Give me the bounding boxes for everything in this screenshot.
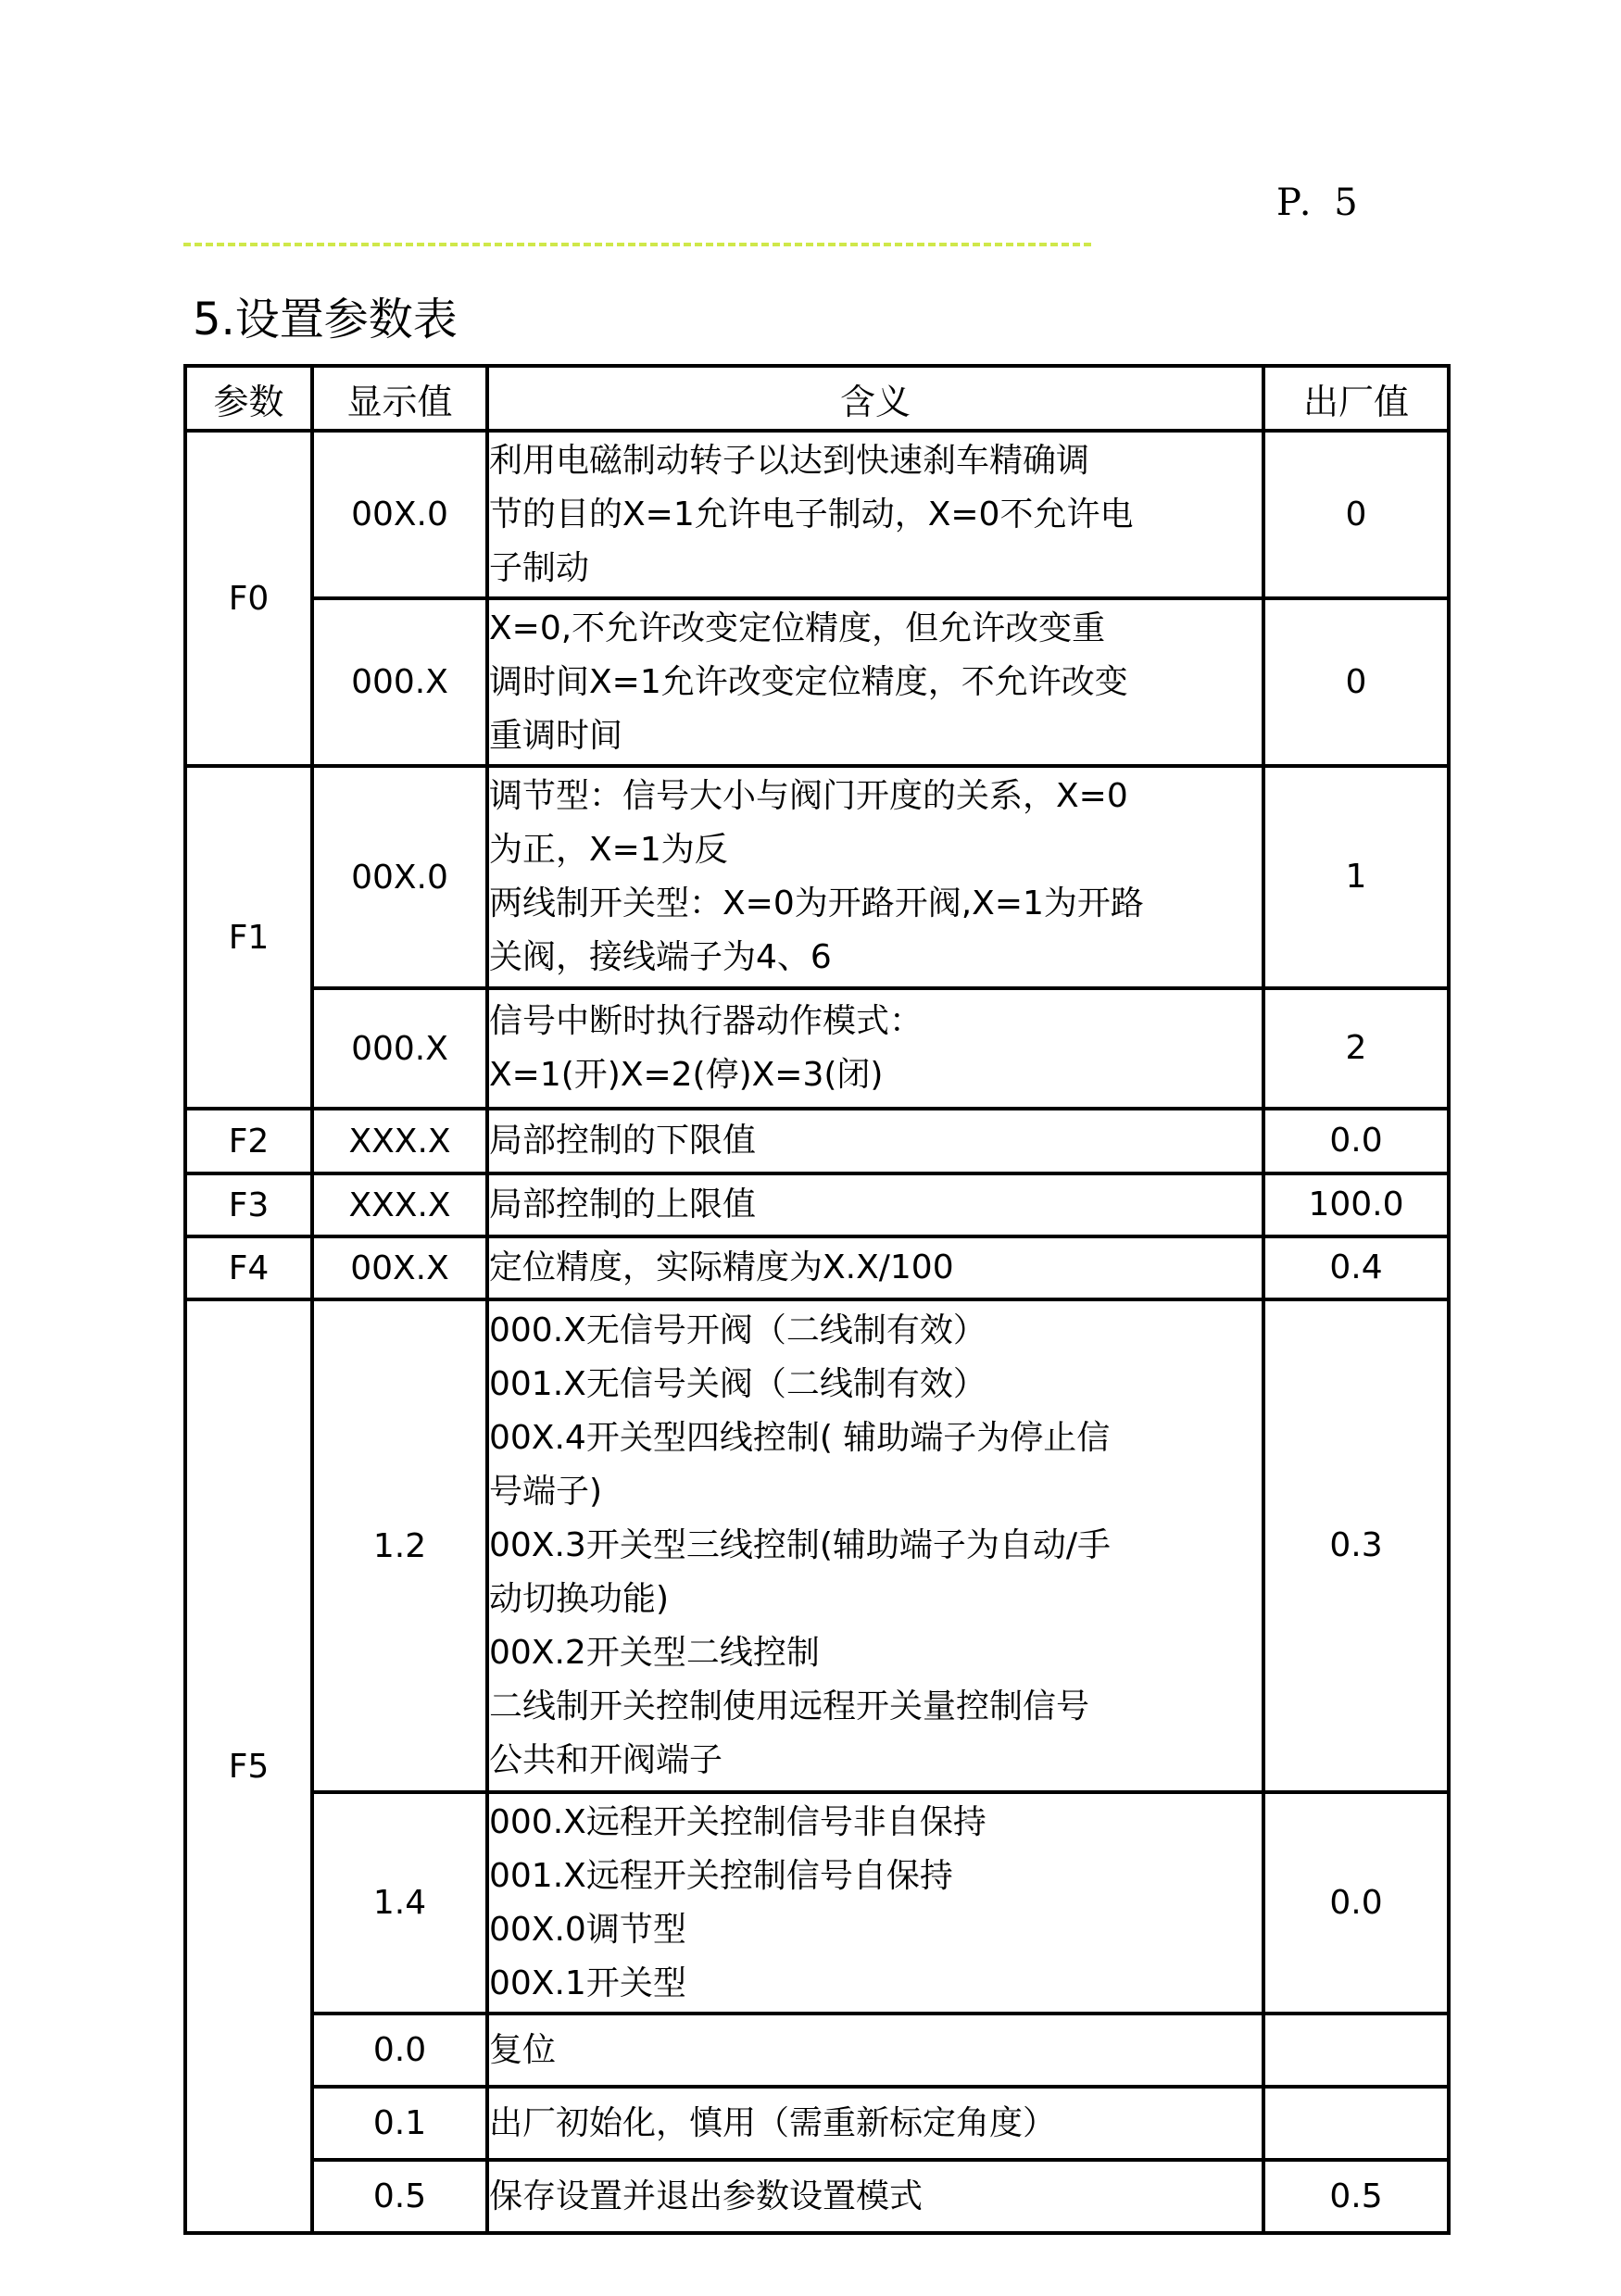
page-number: P. 5 xyxy=(1276,182,1363,224)
meaning-cell: 局部控制的下限值 xyxy=(487,1109,1263,1173)
meaning-line: X=1(开)X=2(停)X=3(闭) xyxy=(489,1056,884,1094)
dashed-divider xyxy=(183,243,1091,246)
table-row xyxy=(185,1299,1449,1792)
meaning-cell: 复位 xyxy=(487,2014,1263,2087)
param-code: F0 xyxy=(185,431,312,766)
meaning-line: 00X.2开关型二线控制 xyxy=(489,1634,820,1672)
meaning-line: 00X.0调节型 xyxy=(489,1910,686,1949)
table-row xyxy=(185,1792,1449,2014)
default-value: 1 xyxy=(1263,766,1449,988)
param-code: F3 xyxy=(185,1173,312,1236)
default-value: 0 xyxy=(1263,431,1449,598)
meaning-line: 001.X远程开关控制信号自保持 xyxy=(489,1856,953,1895)
display-value: 00X.0 xyxy=(312,766,487,988)
meaning-cell: 保存设置并退出参数设置模式 xyxy=(487,2160,1263,2233)
default-value: 0.0 xyxy=(1263,1109,1449,1173)
meaning-line: 关阀，接线端子为4、6 xyxy=(489,938,832,976)
section-title: 5.设置参数表 xyxy=(193,294,458,345)
table-row xyxy=(185,2087,1449,2160)
default-value xyxy=(1263,2014,1449,2087)
table-row xyxy=(185,1173,1449,1236)
meaning-line: 号端子) xyxy=(489,1473,603,1511)
meaning-line: 公共和开阀端子 xyxy=(489,1741,723,1779)
default-value: 0.5 xyxy=(1263,2160,1449,2233)
table-row xyxy=(185,2160,1449,2233)
meaning-cell xyxy=(487,988,1263,1109)
default-value: 2 xyxy=(1263,988,1449,1109)
table-row xyxy=(185,766,1449,988)
meaning-line: 为正，X=1为反 xyxy=(489,831,728,869)
meaning-line: 信号中断时执行器动作模式： xyxy=(489,1002,924,1040)
display-value: 00X.0 xyxy=(312,431,487,598)
param-code: F2 xyxy=(185,1109,312,1173)
table-row xyxy=(185,431,1449,598)
default-value: 0.0 xyxy=(1263,1792,1449,2014)
param-code: F1 xyxy=(185,766,312,1109)
meaning-line: 调节型：信号大小与阀门开度的关系，X=0 xyxy=(489,777,1128,815)
table-row xyxy=(185,598,1449,766)
header-default: 出厂值 xyxy=(1263,366,1449,431)
param-code: F5 xyxy=(185,1299,312,2233)
display-value: 0.1 xyxy=(312,2087,487,2160)
meaning-cell xyxy=(487,431,1263,598)
meaning-line: 重调时间 xyxy=(489,716,623,755)
meaning-cell: 定位精度，实际精度为X.X/100 xyxy=(487,1236,1263,1299)
default-value: 100.0 xyxy=(1263,1173,1449,1236)
meaning-line: X=0,不允许改变定位精度，但允许改变重 xyxy=(489,609,1106,647)
meaning-cell xyxy=(487,1792,1263,2014)
meaning-line: 两线制开关型：X=0为开路开阀,X=1为开路 xyxy=(489,885,1144,922)
display-value: 00X.X xyxy=(312,1236,487,1299)
default-value: 0.4 xyxy=(1263,1236,1449,1299)
meaning-line: 000.X无信号开阀（二线制有效） xyxy=(489,1311,986,1349)
table-row xyxy=(185,1236,1449,1299)
display-value: 0.0 xyxy=(312,2014,487,2087)
header-meaning: 含义 xyxy=(487,366,1263,431)
display-value: 000.X xyxy=(312,988,487,1109)
meaning-line: 子制动 xyxy=(489,548,590,587)
meaning-line: 00X.1开关型 xyxy=(489,1964,686,2002)
meaning-cell: 局部控制的上限值 xyxy=(487,1173,1263,1236)
display-value: 000.X xyxy=(312,598,487,766)
parameter-table xyxy=(183,364,1451,2235)
display-value: 1.4 xyxy=(312,1792,487,2014)
meaning-line: 利用电磁制动转子以达到快速刹车精确调 xyxy=(489,441,1090,480)
default-value: 0 xyxy=(1263,598,1449,766)
default-value: 0.3 xyxy=(1263,1299,1449,1792)
default-value xyxy=(1263,2087,1449,2160)
param-code: F4 xyxy=(185,1236,312,1299)
meaning-line: 动切换功能) xyxy=(489,1580,670,1618)
meaning-line: 001.X无信号关阀（二线制有效） xyxy=(489,1365,986,1403)
meaning-cell xyxy=(487,766,1263,988)
meaning-line: 节的目的X=1允许电子制动，X=0不允许电 xyxy=(489,495,1134,533)
table-row xyxy=(185,1109,1449,1173)
meaning-line: 00X.3开关型三线控制(辅助端子为自动/手 xyxy=(489,1526,1111,1564)
header-display: 显示值 xyxy=(312,366,487,431)
meaning-line: 二线制开关控制使用远程开关量控制信号 xyxy=(489,1687,1090,1725)
meaning-line: 00X.4开关型四线控制( 辅助端子为停止信 xyxy=(489,1419,1111,1457)
meaning-cell xyxy=(487,598,1263,766)
meaning-line: 000.X远程开关控制信号非自保持 xyxy=(489,1802,986,1841)
table-row xyxy=(185,2014,1449,2087)
table-header-row xyxy=(185,366,1449,431)
display-value: 0.5 xyxy=(312,2160,487,2233)
display-value: XXX.X xyxy=(312,1109,487,1173)
meaning-line: 调时间X=1允许改变定位精度，不允许改变 xyxy=(489,662,1128,701)
table-row xyxy=(185,988,1449,1109)
meaning-cell: 出厂初始化，慎用（需重新标定角度） xyxy=(487,2087,1263,2160)
header-param: 参数 xyxy=(185,366,312,431)
meaning-cell xyxy=(487,1299,1263,1792)
display-value: 1.2 xyxy=(312,1299,487,1792)
display-value: XXX.X xyxy=(312,1173,487,1236)
